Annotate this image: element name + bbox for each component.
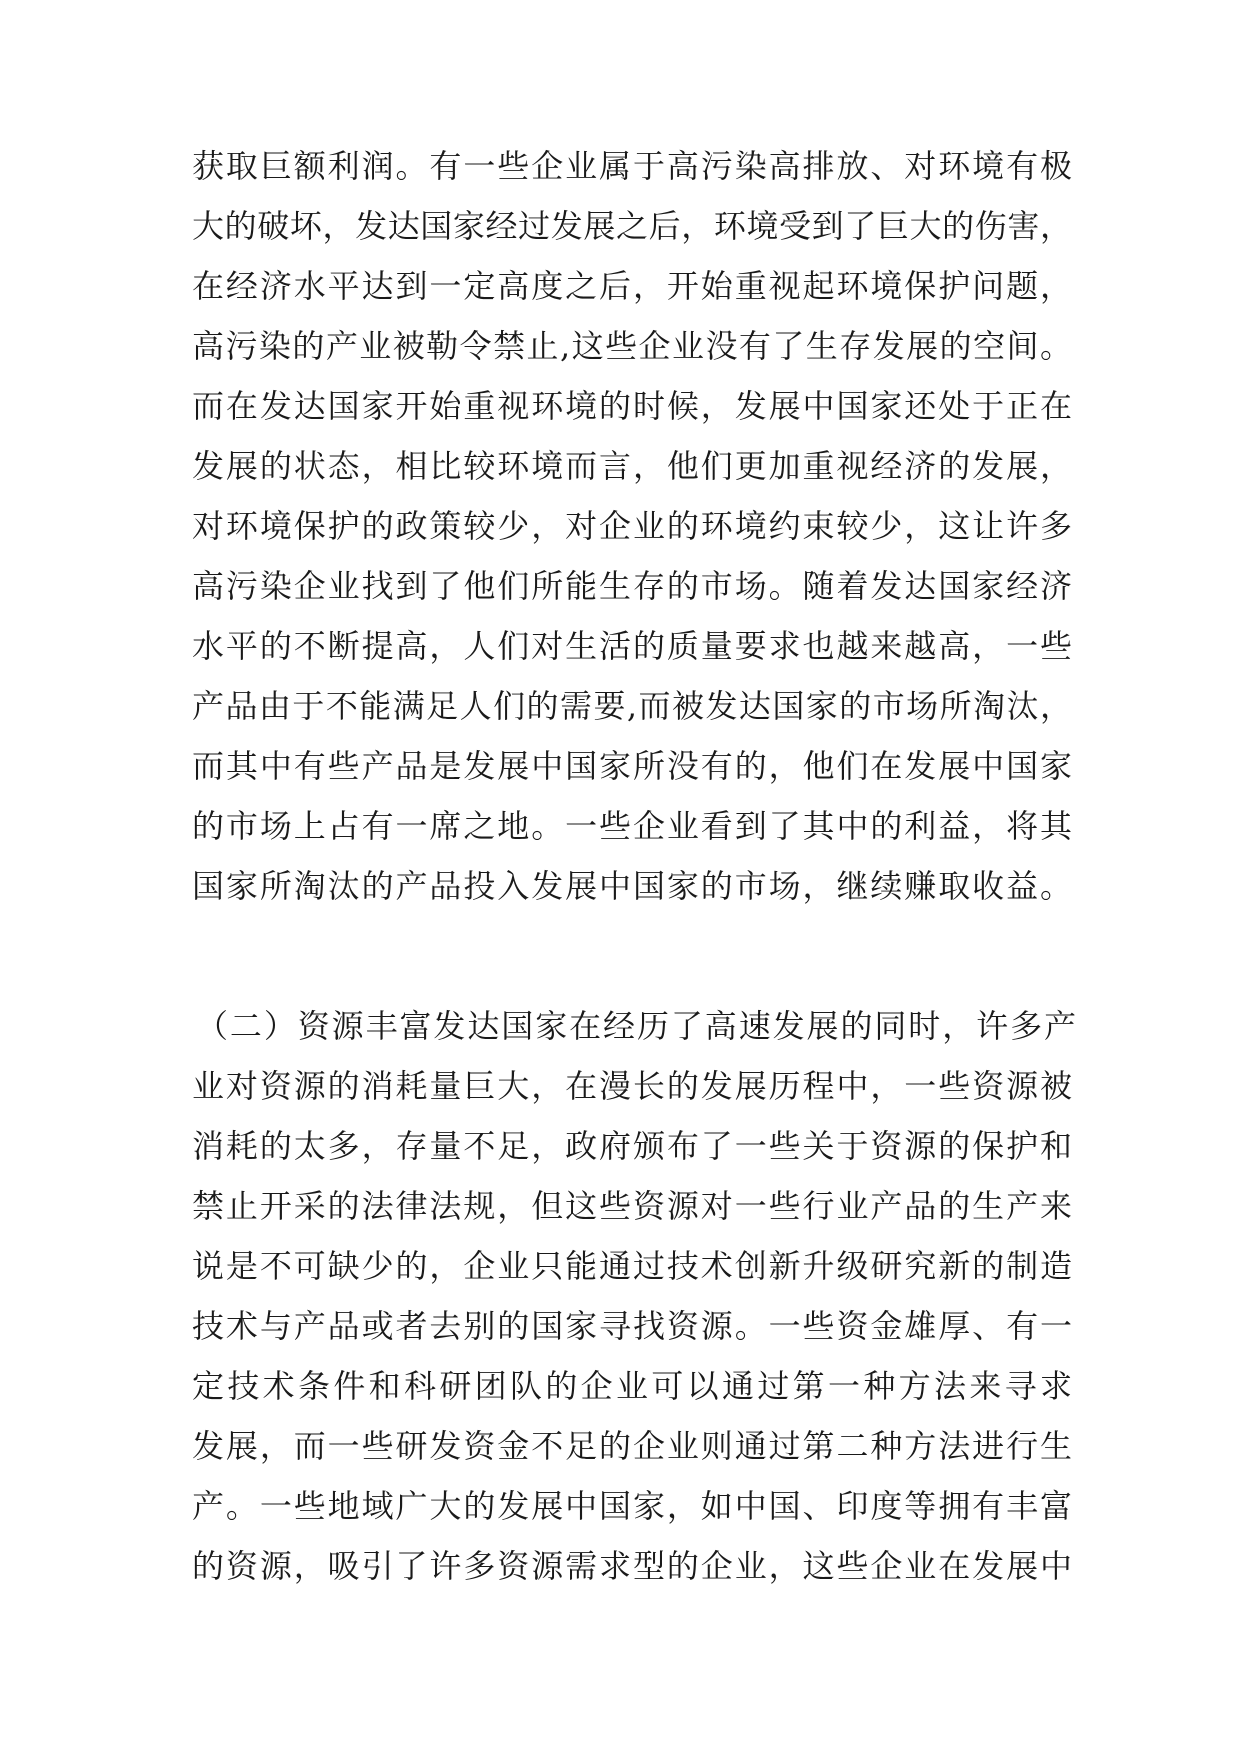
paragraph-1-line-1: 获取巨额利润。有一些企业属于高污染高排放、对环境有极 [192, 147, 1074, 185]
paragraph-2-line-8: 发展，而一些研发资金不足的企业则通过第二种方法进行生 [192, 1427, 1074, 1465]
paragraph-2-line-6: 技术与产品或者去别的国家寻找资源。一些资金雄厚、有一 [192, 1307, 1074, 1345]
paragraph-2-line-10: 的资源，吸引了许多资源需求型的企业，这些企业在发展中 [192, 1547, 1074, 1585]
paragraph-2-line-9: 产。一些地域广大的发展中国家，如中国、印度等拥有丰富 [192, 1487, 1074, 1525]
paragraph-2-line-5: 说是不可缺少的，企业只能通过技术创新升级研究新的制造 [192, 1247, 1074, 1285]
paragraph-1-line-2: 大的破坏，发达国家经过发展之后，环境受到了巨大的伤害， [192, 207, 1073, 245]
paragraph-1-line-8: 高污染企业找到了他们所能生存的市场。随着发达国家经济 [192, 567, 1074, 605]
paragraph-1-line-9: 水平的不断提高，人们对生活的质量要求也越来越高，一些 [192, 627, 1074, 665]
paragraph-2-line-7: 定技术条件和科研团队的企业可以通过第一种方法来寻求 [192, 1367, 1076, 1405]
paragraph-2-line-1: （二）资源丰富发达国家在经历了高速发展的同时，许多产 [196, 1007, 1078, 1045]
paragraph-1-line-4: 高污染的产业被勒令禁止,这些企业没有了生存发展的空间。 [192, 327, 1074, 365]
paragraph-2-line-2: 业对资源的消耗量巨大，在漫长的发展历程中，一些资源被 [192, 1067, 1074, 1105]
paragraph-1-line-11: 而其中有些产品是发展中国家所没有的，他们在发展中国家 [192, 747, 1074, 785]
paragraph-1-line-7: 对环境保护的政策较少，对企业的环境约束较少，这让许多 [192, 507, 1074, 545]
paragraph-1-line-12: 的市场上占有一席之地。一些企业看到了其中的利益，将其 [192, 807, 1074, 845]
paragraph-1-line-10: 产品由于不能满足人们的需要,而被发达国家的市场所淘汰， [192, 687, 1074, 725]
paragraph-2-line-4: 禁止开采的法律法规，但这些资源对一些行业产品的生产来 [192, 1187, 1074, 1225]
paragraph-1-line-6: 发展的状态，相比较环境而言，他们更加重视经济的发展， [192, 447, 1074, 485]
paragraph-1-line-5: 而在发达国家开始重视环境的时候，发展中国家还处于正在 [192, 387, 1074, 425]
paragraph-2-line-3: 消耗的太多，存量不足，政府颁布了一些关于资源的保护和 [192, 1127, 1074, 1165]
paragraph-1-line-13: 国家所淘汰的产品投入发展中国家的市场，继续赚取收益。 [192, 867, 1074, 905]
paragraph-1-line-3: 在经济水平达到一定高度之后，开始重视起环境保护问题， [192, 267, 1074, 305]
